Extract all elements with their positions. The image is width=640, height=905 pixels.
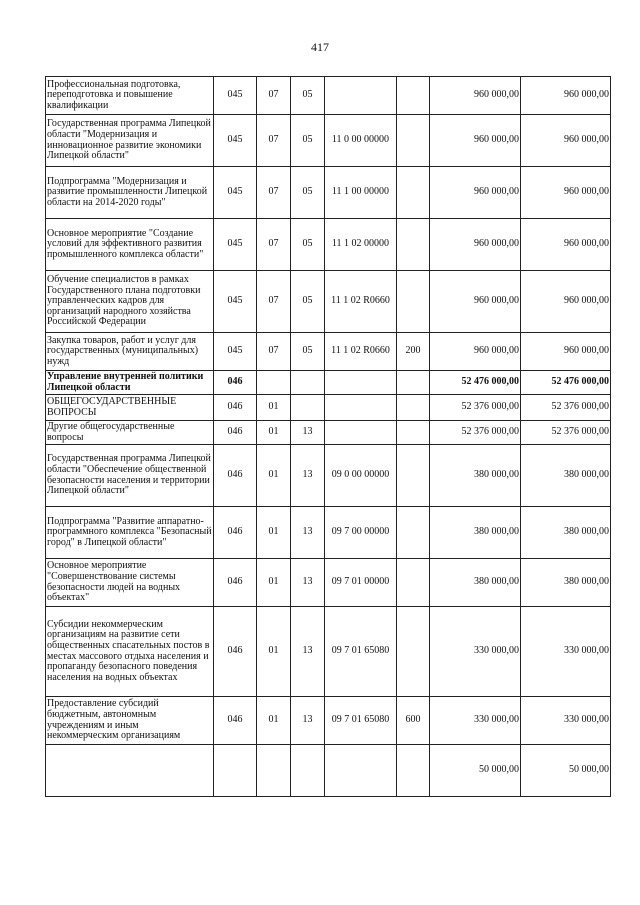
target-article-code: 09 0 00 00000 [325,445,397,507]
podrazdel-code: 13 [291,697,325,745]
podrazdel-code: 13 [291,607,325,697]
table-row [46,333,611,371]
row-name: ОБЩЕГОСУДАРСТВЕННЫЕ ВОПРОСЫ [46,395,214,421]
podrazdel-code: 13 [291,421,325,445]
ved-code: 045 [214,115,257,167]
podrazdel-code: 05 [291,219,325,271]
row-name: Субсидии некоммерческим организациям на развитие сети общественных спасательных постов в местах массового отдыха населения и пропаганду безопасного поведения населения на водных объектах [46,607,214,697]
ved-code: 045 [214,219,257,271]
expense-type-code [397,395,430,421]
amount-2: 960 000,00 [521,333,611,371]
razdel-code: 07 [257,219,291,271]
razdel-code: 07 [257,271,291,333]
amount-2: 960 000,00 [521,77,611,115]
ved-code: 046 [214,559,257,607]
podrazdel-code: 13 [291,445,325,507]
row-name: Основное мероприятие "Совершенствование системы безопасности людей на водных объектах" [46,559,214,607]
amount-1: 960 000,00 [430,115,521,167]
target-article-code: 09 7 01 65080 [325,607,397,697]
podrazdel-code [291,745,325,797]
table-row [46,559,611,607]
target-article-code [325,421,397,445]
expense-type-code [397,745,430,797]
row-name: Закупка товаров, работ и услуг для государственных (муниципальных) нужд [46,333,214,371]
target-article-code: 11 1 02 00000 [325,219,397,271]
amount-1: 330 000,00 [430,697,521,745]
target-article-code [325,395,397,421]
target-article-code [325,77,397,115]
target-article-code: 11 1 00 00000 [325,167,397,219]
amount-2: 52 476 000,00 [521,371,611,395]
amount-1: 330 000,00 [430,607,521,697]
ved-code: 045 [214,77,257,115]
ved-code: 046 [214,421,257,445]
row-name: Предоставление субсидий бюджетным, автономным учреждениям и иным некоммерческим организациям [46,697,214,745]
table-row [46,445,611,507]
amount-2: 960 000,00 [521,271,611,333]
ved-code: 046 [214,445,257,507]
amount-2: 380 000,00 [521,507,611,559]
amount-2: 380 000,00 [521,559,611,607]
podrazdel-code [291,395,325,421]
table-body [46,77,611,797]
expense-type-code: 600 [397,697,430,745]
razdel-code: 01 [257,395,291,421]
razdel-code: 01 [257,559,291,607]
razdel-code [257,371,291,395]
row-name: Подпрограмма "Модернизация и развитие промышленности Липецкой области на 2014-2020 годы" [46,167,214,219]
table-row [46,77,611,115]
table-row [46,219,611,271]
table-row [46,395,611,421]
target-article-code: 11 1 02 R0660 [325,333,397,371]
amount-2: 330 000,00 [521,697,611,745]
amount-2: 52 376 000,00 [521,421,611,445]
expense-type-code [397,115,430,167]
ved-code: 046 [214,371,257,395]
razdel-code: 01 [257,697,291,745]
table-row [46,115,611,167]
row-name: Обучение специалистов в рамках Государственного плана подготовки управленческих кадров для организаций народного хозяйства Российской Федерации [46,271,214,333]
expense-type-code [397,445,430,507]
budget-table [45,76,611,797]
razdel-code: 01 [257,507,291,559]
podrazdel-code: 05 [291,167,325,219]
amount-1: 52 476 000,00 [430,371,521,395]
target-article-code [325,371,397,395]
podrazdel-code [291,371,325,395]
ved-code: 045 [214,333,257,371]
razdel-code: 07 [257,77,291,115]
amount-1: 960 000,00 [430,77,521,115]
expense-type-code [397,167,430,219]
ved-code: 045 [214,167,257,219]
podrazdel-code: 05 [291,77,325,115]
target-article-code: 11 1 02 R0660 [325,271,397,333]
ved-code: 045 [214,271,257,333]
expense-type-code [397,271,430,333]
expense-type-code [397,507,430,559]
expense-type-code [397,371,430,395]
amount-2: 960 000,00 [521,115,611,167]
razdel-code: 07 [257,115,291,167]
amount-1: 380 000,00 [430,559,521,607]
amount-2: 52 376 000,00 [521,395,611,421]
amount-2: 330 000,00 [521,607,611,697]
expense-type-code [397,421,430,445]
ved-code: 046 [214,697,257,745]
ved-code: 046 [214,395,257,421]
amount-1: 960 000,00 [430,333,521,371]
amount-1: 380 000,00 [430,445,521,507]
table-row [46,745,611,797]
target-article-code [325,745,397,797]
amount-1: 52 376 000,00 [430,395,521,421]
amount-2: 380 000,00 [521,445,611,507]
ved-code [214,745,257,797]
amount-1: 50 000,00 [430,745,521,797]
expense-type-code: 200 [397,333,430,371]
table-row [46,607,611,697]
razdel-code: 01 [257,421,291,445]
ved-code: 046 [214,607,257,697]
ved-code: 046 [214,507,257,559]
table-row [46,271,611,333]
expense-type-code [397,607,430,697]
amount-1: 380 000,00 [430,507,521,559]
podrazdel-code: 13 [291,559,325,607]
expense-type-code [397,559,430,607]
page-number: 417 [311,40,329,54]
razdel-code: 01 [257,607,291,697]
row-name: Профессиональная подготовка, переподготовка и повышение квалификации [46,77,214,115]
row-name [46,745,214,797]
target-article-code: 09 7 01 65080 [325,697,397,745]
table-row [46,167,611,219]
amount-2: 960 000,00 [521,167,611,219]
expense-type-code [397,219,430,271]
podrazdel-code: 05 [291,333,325,371]
amount-1: 960 000,00 [430,219,521,271]
table-row [46,697,611,745]
row-name: Государственная программа Липецкой области "Модернизация и инновационное развитие экономики Липецкой области" [46,115,214,167]
row-name: Другие общегосударственные вопросы [46,421,214,445]
amount-2: 960 000,00 [521,219,611,271]
table-row [46,421,611,445]
amount-1: 960 000,00 [430,167,521,219]
razdel-code [257,745,291,797]
row-name: Государственная программа Липецкой области "Обеспечение общественной безопасности населения и территории Липецкой области" [46,445,214,507]
razdel-code: 07 [257,333,291,371]
podrazdel-code: 05 [291,115,325,167]
row-name: Управление внутренней политики Липецкой области [46,371,214,395]
target-article-code: 11 0 00 00000 [325,115,397,167]
razdel-code: 07 [257,167,291,219]
table-row [46,371,611,395]
razdel-code: 01 [257,445,291,507]
table-row [46,507,611,559]
podrazdel-code: 05 [291,271,325,333]
row-name: Подпрограмма "Развитие аппаратно-программного комплекса "Безопасный город" в Липецкой области" [46,507,214,559]
expense-type-code [397,77,430,115]
amount-2: 50 000,00 [521,745,611,797]
amount-1: 960 000,00 [430,271,521,333]
row-name: Основное мероприятие "Создание условий для эффективного развития промышленного комплекса области" [46,219,214,271]
podrazdel-code: 13 [291,507,325,559]
target-article-code: 09 7 01 00000 [325,559,397,607]
target-article-code: 09 7 00 00000 [325,507,397,559]
amount-1: 52 376 000,00 [430,421,521,445]
